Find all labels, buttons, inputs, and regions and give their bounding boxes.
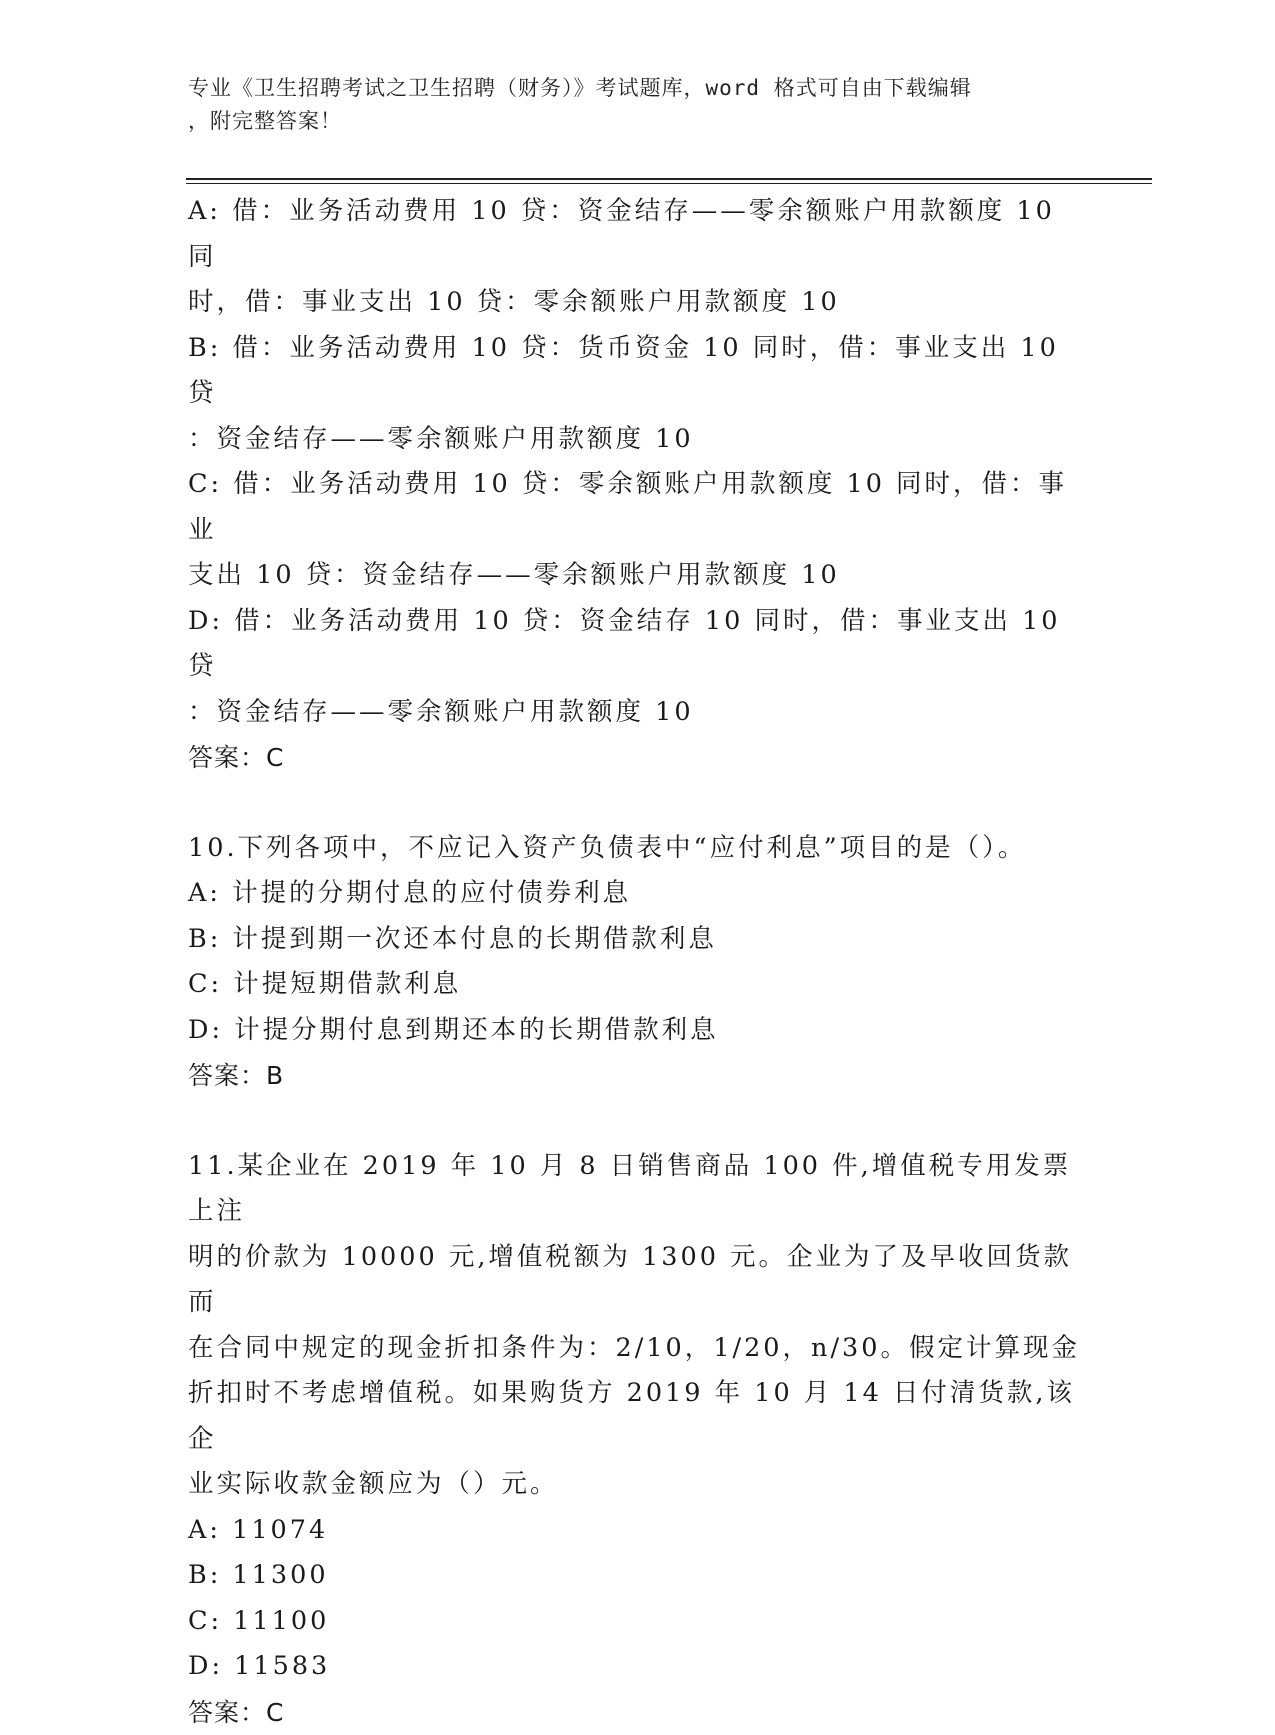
option-a-line-2: 时，借：事业支出 10 贷：零余额账户用款额度 10: [188, 280, 1088, 326]
option-c-line-1: C: 借：业务活动费用 10 贷：零余额账户用款额度 10 同时，借：事业: [188, 462, 1088, 553]
option-a: A: 计提的分期付息的应付债券利息: [188, 871, 1088, 917]
option-a: A: 11074: [188, 1508, 1088, 1554]
question-stem-line-3: 在合同中规定的现金折扣条件为：2/10，1/20，n/30。假定计算现金: [188, 1326, 1088, 1372]
option-c-line-2: 支出 10 贷：资金结存——零余额账户用款额度 10: [188, 553, 1088, 599]
question-stem-line-4: 折扣时不考虑增值税。如果购货方 2019 年 10 月 14 日付清货款,该企: [188, 1371, 1088, 1462]
spacer: [188, 781, 1088, 826]
option-c: C: 11100: [188, 1599, 1088, 1645]
spacer: [188, 1099, 1088, 1144]
document-body: [188, 189, 1088, 1735]
option-b-line-2: ：资金结存——零余额账户用款额度 10: [188, 417, 1088, 463]
question-stem-line-5: 业实际收款金额应为（）元。: [188, 1462, 1088, 1508]
option-b: B: 计提到期一次还本付息的长期借款利息: [188, 917, 1088, 963]
question-stem-line-1: 11.某企业在 2019 年 10 月 8 日销售商品 100 件,增值税专用发票上注: [188, 1144, 1088, 1235]
question-10: [188, 826, 1088, 1099]
option-d-line-1: D: 借：业务活动费用 10 贷：资金结存 10 同时，借：事业支出 10 贷: [188, 599, 1088, 690]
option-d: D: 11583: [188, 1644, 1088, 1690]
option-d-line-2: ：资金结存——零余额账户用款额度 10: [188, 690, 1088, 736]
header-line-1: 专业《卫生招聘考试之卫生招聘（财务）》考试题库，word 格式可自由下载编辑: [188, 72, 1068, 105]
option-b: B: 11300: [188, 1553, 1088, 1599]
option-a-line-1: A: 借：业务活动费用 10 贷：资金结存——零余额账户用款额度 10 同: [188, 189, 1088, 280]
question-9-continued: [188, 189, 1088, 781]
question-11: [188, 1144, 1088, 1735]
header-rule-thick: [186, 178, 1152, 180]
header-rule-thin: [186, 183, 1152, 184]
question-stem: 10.下列各项中，不应记入资产负债表中“应付利息”项目的是（）。: [188, 826, 1088, 872]
question-stem-line-2: 明的价款为 10000 元,增值税额为 1300 元。企业为了及早收回货款而: [188, 1235, 1088, 1326]
option-c: C: 计提短期借款利息: [188, 962, 1088, 1008]
answer: 答案：C: [188, 735, 1088, 781]
answer: 答案：B: [188, 1053, 1088, 1099]
header-line-2: ，附完整答案！: [188, 105, 1068, 138]
answer: 答案：C: [188, 1690, 1088, 1735]
option-d: D: 计提分期付息到期还本的长期借款利息: [188, 1008, 1088, 1054]
option-b-line-1: B: 借：业务活动费用 10 贷：货币资金 10 同时，借：事业支出 10 贷: [188, 326, 1088, 417]
page-header: [188, 72, 1068, 138]
